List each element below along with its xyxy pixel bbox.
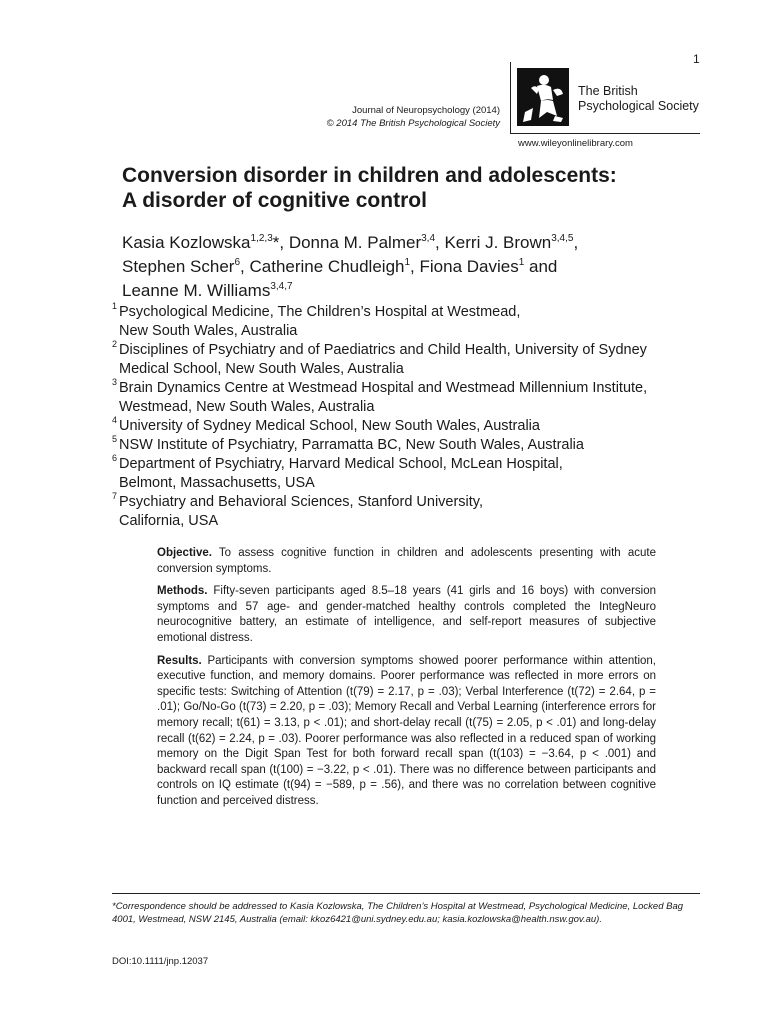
affiliation-line: Psychiatry and Behavioral Sciences, Stanford University, bbox=[119, 494, 484, 510]
affiliation-item bbox=[112, 303, 722, 341]
journal-info bbox=[327, 104, 500, 130]
abstract bbox=[157, 546, 656, 817]
affiliation-number: 2 bbox=[112, 339, 118, 349]
correspondence-footnote: *Correspondence should be addressed to Kasia Kozlowska, The Children’s Hospital at Westmead, Psychological Medicine, Locked Bag 4001, Westmead, NSW 2145, Australia (email: kkoz6421@uni.sydney.edu.au; kasia.kozlowska@health.nsw.gov.au). bbox=[112, 901, 684, 925]
author-separator: , bbox=[410, 257, 420, 276]
page-number: 1 bbox=[693, 52, 700, 66]
journal-name: Journal of Neuropsychology (2014) bbox=[352, 105, 500, 116]
affiliation-item bbox=[112, 455, 722, 493]
methods-label: Methods. bbox=[157, 585, 208, 598]
author-list bbox=[122, 231, 722, 303]
bps-crest-icon bbox=[517, 68, 569, 126]
objective-text: To assess cognitive function in children and adolescents presenting with acute conversion symptoms. bbox=[157, 547, 656, 575]
affiliation-line: Disciplines of Psychiatry and of Paediatrics and Child Health, University of Sydney bbox=[119, 342, 647, 358]
author-separator: and bbox=[524, 257, 558, 276]
footnote-divider bbox=[112, 893, 700, 894]
author-name: Donna M. Palmer bbox=[288, 233, 422, 252]
affiliation-item bbox=[112, 341, 722, 379]
affiliation-item bbox=[112, 436, 722, 455]
affiliation-number: 4 bbox=[112, 415, 118, 425]
abstract-methods bbox=[157, 584, 656, 646]
affiliation-number: 5 bbox=[112, 434, 118, 444]
affiliation-line: Westmead, New South Wales, Australia bbox=[119, 399, 375, 415]
doi[interactable]: DOI:10.1111/jnp.12037 bbox=[112, 956, 209, 967]
author-affiliation-marker: 3,4 bbox=[421, 233, 436, 244]
author-name: Fiona Davies bbox=[419, 257, 519, 276]
affiliation-list bbox=[112, 303, 722, 531]
affiliation-line: Belmont, Massachusetts, USA bbox=[119, 475, 315, 491]
title-line2: A disorder of cognitive control bbox=[122, 189, 427, 212]
publisher-name bbox=[578, 84, 699, 114]
author-separator: , bbox=[435, 233, 445, 252]
author-name: Kerri J. Brown bbox=[444, 233, 552, 252]
publisher-name-line1: The British bbox=[578, 84, 638, 98]
publisher-url[interactable]: www.wileyonlinelibrary.com bbox=[518, 138, 633, 149]
author-affiliation-marker: 1 bbox=[404, 257, 411, 268]
affiliation-line: New South Wales, Australia bbox=[119, 323, 298, 339]
author-separator: , bbox=[573, 233, 579, 252]
results-label: Results. bbox=[157, 654, 202, 667]
results-text: Participants with conversion symptoms showed poorer performance within attention, executive function, and memory domains. Poorer performance was reflected in more errors on specific tests: Switching of Attention (t(79) = 2.17, p = .03); Verbal Interference (t(72) = 2.64, p = .01); Go/No-Go (t(73) = 2.20, p = .03); Memory Recall and Verbal Learning (interference errors for memory recall; t(61) = 3.13, p < .01); and short-delay recall (t(75) = 2.05, p < .01) and long-delay recall (t(62) = 2.24, p = .03). Poorer performance was also reflected in a reduced span of working memory on the Digit Span Test for both forward recall span (t(103) = −3.64, p < .001) and backward recall span (t(100) = −3.22, p < .01). There was no difference between participants and controls on IQ estimate (t(94) = −589, p = .56), and there was no correlation between cognitive function and perceived distress. bbox=[157, 654, 656, 807]
author-affiliation-marker: 1 bbox=[518, 257, 525, 268]
affiliation-number: 1 bbox=[112, 301, 118, 311]
header-divider-vertical bbox=[510, 62, 511, 134]
author-affiliation-marker: 1,2,3 bbox=[250, 233, 273, 244]
author-separator: , bbox=[240, 257, 250, 276]
affiliation-number: 3 bbox=[112, 377, 118, 387]
author-affiliation-marker: 6 bbox=[234, 257, 241, 268]
title-line1: Conversion disorder in children and adolescents: bbox=[122, 164, 617, 187]
affiliation-number: 6 bbox=[112, 453, 118, 463]
publisher-name-line2: Psychological Society bbox=[578, 99, 699, 113]
affiliation-item bbox=[112, 417, 722, 436]
affiliation-line: University of Sydney Medical School, New South Wales, Australia bbox=[119, 418, 540, 434]
methods-text: Fifty-seven participants aged 8.5–18 years (41 girls and 16 boys) with conversion symptoms and 57 age- and gender-matched healthy controls completed the IntegNeuro neurocognitive battery, an estimate of intelligence, and self-report measures of subjective emotional distress. bbox=[157, 585, 656, 644]
affiliation-item bbox=[112, 379, 722, 417]
affiliation-line: California, USA bbox=[119, 513, 219, 529]
journal-copyright: © 2014 The British Psychological Society bbox=[326, 118, 500, 129]
header-divider-horizontal bbox=[510, 133, 700, 134]
author-affiliation-marker: 3,4,5 bbox=[551, 233, 574, 244]
paper-title bbox=[122, 163, 722, 213]
author-affiliation-marker: 3,4,7 bbox=[270, 281, 293, 292]
affiliation-line: Brain Dynamics Centre at Westmead Hospital and Westmead Millennium Institute, bbox=[119, 380, 648, 396]
author-name: Stephen Scher bbox=[122, 257, 235, 276]
author-separator: *, bbox=[272, 233, 289, 252]
abstract-results bbox=[157, 654, 656, 810]
affiliation-line: NSW Institute of Psychiatry, Parramatta BC, New South Wales, Australia bbox=[119, 437, 584, 453]
affiliation-item bbox=[112, 493, 722, 531]
affiliation-line: Department of Psychiatry, Harvard Medical School, McLean Hospital, bbox=[119, 456, 563, 472]
affiliation-number: 7 bbox=[112, 491, 118, 501]
author-name: Catherine Chudleigh bbox=[249, 257, 405, 276]
affiliation-line: Medical School, New South Wales, Australia bbox=[119, 361, 404, 377]
author-name: Kasia Kozlowska bbox=[122, 233, 251, 252]
author-name: Leanne M. Williams bbox=[122, 281, 271, 300]
objective-label: Objective. bbox=[157, 547, 212, 559]
affiliation-line: Psychological Medicine, The Children’s Hospital at Westmead, bbox=[119, 304, 521, 320]
abstract-objective bbox=[157, 546, 656, 577]
